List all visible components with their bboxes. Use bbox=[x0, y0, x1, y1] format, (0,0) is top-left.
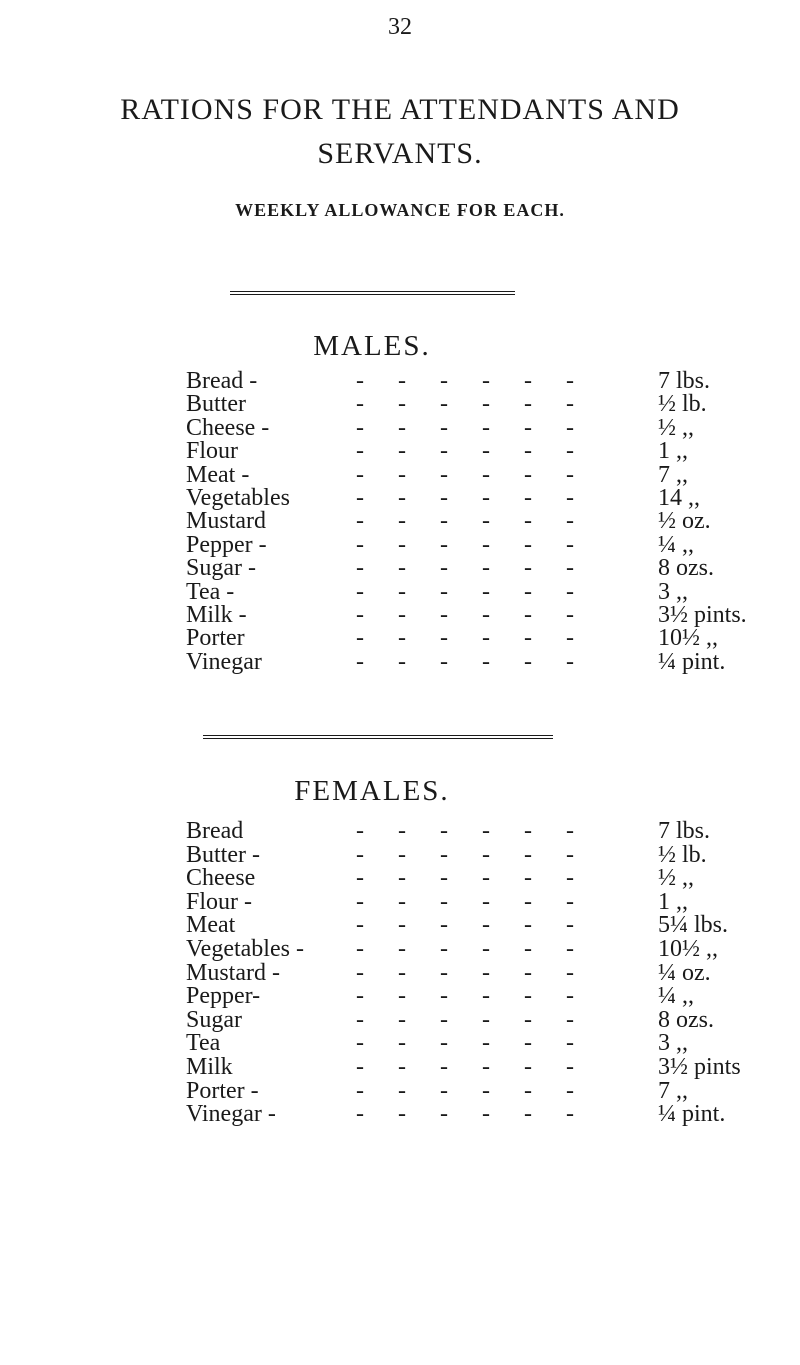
item-amount: 8 ozs. bbox=[658, 1006, 714, 1033]
table-row bbox=[186, 1077, 706, 1104]
item-name: Flour bbox=[186, 438, 239, 465]
males-table bbox=[186, 368, 747, 675]
dot-leaders: ------ bbox=[356, 370, 608, 394]
dot-leaders: ------ bbox=[356, 1055, 608, 1080]
item-amount: ¼ pint. bbox=[658, 648, 726, 675]
dot-leaders: ------ bbox=[356, 580, 608, 604]
item-name: Bread bbox=[186, 818, 244, 844]
item-amount: 7 ,, bbox=[658, 461, 688, 488]
dot-leaders: ------ bbox=[356, 510, 608, 534]
item-name: Butter bbox=[186, 391, 246, 418]
item-name: Cheese - bbox=[186, 414, 270, 441]
table-row bbox=[186, 841, 707, 868]
table-row bbox=[186, 414, 706, 441]
table-row bbox=[186, 440, 706, 463]
dot-leaders: ------ bbox=[356, 1079, 608, 1104]
item-amount: ½ lb. bbox=[658, 841, 707, 868]
item-name: Butter - bbox=[186, 841, 260, 868]
dot-leaders: ------ bbox=[356, 603, 608, 628]
item-amount: 7 ,, bbox=[658, 1077, 688, 1104]
divider-middle bbox=[203, 735, 553, 739]
item-name: Mustard - bbox=[186, 959, 280, 986]
item-name: Vinegar - bbox=[186, 1101, 276, 1128]
item-name: Milk bbox=[186, 1053, 233, 1080]
table-row bbox=[186, 578, 706, 605]
table-row bbox=[186, 867, 706, 891]
dot-leaders: ------ bbox=[356, 463, 608, 487]
dot-leaders: ------ bbox=[356, 533, 608, 558]
table-row bbox=[186, 484, 706, 511]
item-name: Vegetables - bbox=[186, 935, 304, 962]
item-amount: 8 ozs. bbox=[658, 555, 714, 582]
dot-leaders: ------ bbox=[356, 440, 608, 464]
table-row bbox=[186, 555, 714, 582]
table-row bbox=[186, 648, 726, 675]
item-name: Tea bbox=[186, 1030, 221, 1057]
item-amount: ¼ ,, bbox=[658, 531, 694, 558]
table-row bbox=[186, 531, 706, 558]
table-row bbox=[186, 601, 747, 628]
item-amount: 1 ,, bbox=[658, 888, 688, 915]
table-row bbox=[186, 985, 706, 1009]
subtitle: WEEKLY ALLOWANCE FOR EACH. bbox=[235, 200, 565, 220]
table-row bbox=[186, 959, 711, 986]
dot-leaders: ------ bbox=[356, 650, 608, 675]
table-row bbox=[186, 818, 711, 844]
item-amount: ½ ,, bbox=[658, 865, 694, 892]
item-amount: 1 ,, bbox=[658, 438, 688, 465]
table-row bbox=[186, 1053, 741, 1080]
item-name: Pepper- bbox=[186, 983, 261, 1010]
page-number: 32 bbox=[388, 14, 412, 40]
table-row bbox=[186, 461, 706, 488]
females-heading: FEMALES. bbox=[294, 775, 450, 807]
item-amount: 5¼ lbs. bbox=[658, 912, 729, 939]
item-amount: ¼ ,, bbox=[658, 983, 694, 1010]
title-line-2: SERVANTS. bbox=[317, 136, 483, 170]
males-heading: MALES. bbox=[313, 330, 431, 362]
item-name: Porter - bbox=[186, 1077, 259, 1104]
table-row bbox=[186, 508, 711, 535]
item-amount: ¼ oz. bbox=[658, 959, 711, 986]
item-name: Meat bbox=[186, 912, 236, 939]
item-name: Vinegar bbox=[186, 648, 262, 675]
dot-leaders: ------ bbox=[356, 985, 608, 1009]
item-name: Tea - bbox=[186, 578, 235, 605]
dot-leaders: ------ bbox=[356, 843, 608, 868]
item-name: Pepper - bbox=[186, 531, 267, 558]
item-name: Vegetables bbox=[186, 484, 290, 511]
item-amount: 3½ pints bbox=[658, 1053, 741, 1080]
table-row bbox=[186, 912, 729, 939]
item-amount: 7 lbs. bbox=[658, 818, 711, 844]
dot-leaders: ------ bbox=[356, 557, 608, 581]
item-name: Flour - bbox=[186, 888, 252, 915]
dot-leaders: ------ bbox=[356, 820, 608, 844]
table-row bbox=[186, 1032, 706, 1056]
dot-leaders: ------ bbox=[356, 1032, 608, 1056]
item-amount: 3½ pints. bbox=[658, 601, 747, 628]
table-row bbox=[186, 368, 711, 394]
table-row bbox=[186, 393, 706, 416]
item-name: Bread - bbox=[186, 368, 258, 394]
dot-leaders: ------ bbox=[356, 961, 608, 986]
dot-leaders: ------ bbox=[356, 416, 608, 441]
dot-leaders: ------ bbox=[356, 937, 608, 962]
item-name: Mustard bbox=[186, 508, 266, 535]
dot-leaders: ------ bbox=[356, 1103, 608, 1127]
item-amount: 3 ,, bbox=[658, 578, 688, 605]
table-row bbox=[186, 625, 718, 652]
table-row bbox=[186, 888, 706, 915]
dot-leaders: ------ bbox=[356, 890, 608, 915]
item-name: Cheese bbox=[186, 865, 256, 892]
dot-leaders: ------ bbox=[356, 486, 608, 511]
divider-top bbox=[230, 291, 515, 295]
dot-leaders: ------ bbox=[356, 867, 608, 891]
item-amount: 3 ,, bbox=[658, 1030, 688, 1057]
dot-leaders: ------ bbox=[356, 1008, 608, 1033]
table-row bbox=[186, 1006, 714, 1033]
item-amount: ¼ pint. bbox=[658, 1101, 726, 1128]
item-name: Meat - bbox=[186, 461, 250, 488]
item-amount: ½ ,, bbox=[658, 414, 694, 441]
dot-leaders: ------ bbox=[356, 627, 608, 651]
item-name: Porter bbox=[186, 625, 245, 652]
item-amount: 14 ,, bbox=[658, 484, 700, 511]
page-title bbox=[0, 88, 800, 175]
item-name: Milk - bbox=[186, 601, 247, 628]
table-row bbox=[186, 935, 718, 962]
dot-leaders: ------ bbox=[356, 914, 608, 938]
item-amount: ½ lb. bbox=[658, 391, 707, 418]
item-name: Sugar - bbox=[186, 555, 256, 582]
item-amount: 7 lbs. bbox=[658, 368, 711, 394]
title-line-1: RATIONS FOR THE ATTENDANTS AND bbox=[120, 93, 680, 126]
item-name: Sugar bbox=[186, 1006, 242, 1033]
females-table bbox=[186, 818, 741, 1128]
item-amount: 10½ ,, bbox=[658, 935, 718, 962]
dot-leaders: ------ bbox=[356, 393, 608, 417]
table-row bbox=[186, 1101, 726, 1128]
item-amount: ½ oz. bbox=[658, 508, 711, 535]
item-amount: 10½ ,, bbox=[658, 625, 718, 652]
